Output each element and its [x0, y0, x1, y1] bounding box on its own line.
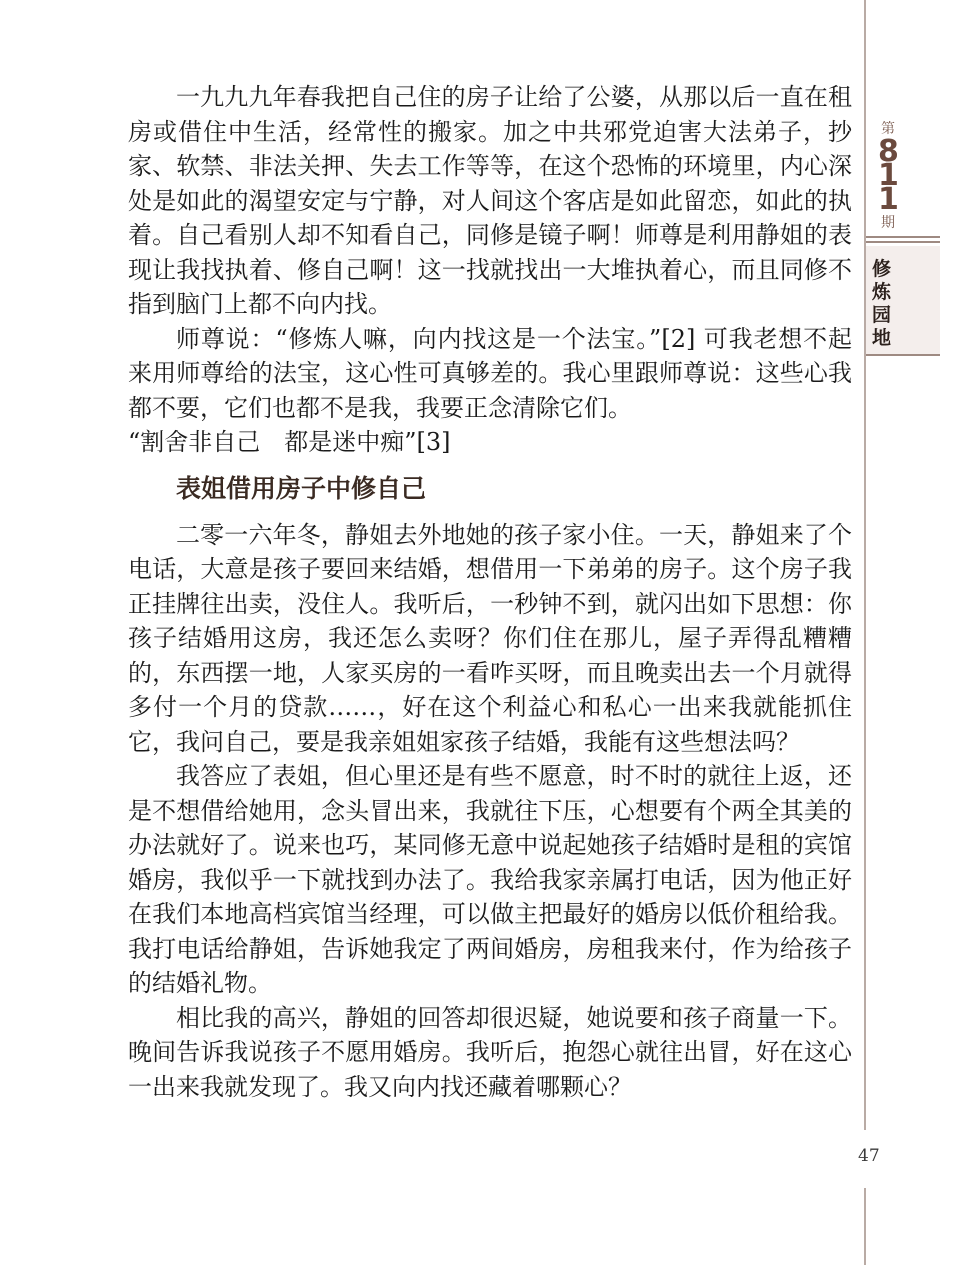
- article-body: [128, 80, 852, 1104]
- paragraph: 一九九九年春我把自己住的房子让给了公婆，从那以后一直在租房或借住中生活，经常性的搬家。加之中共邪党迫害大法弟子，抄家、软禁、非法关押、失去工作等等，在这个恐怖的环境里，内心深处是如此的渴望安定与宁静，对人间这个客店是如此留恋，如此的执着。自己看别人却不知看自己，同修是镜子啊！师尊是利用静姐的表现让我找执着、修自己啊！这一找就找出一大堆执着心，而且同修不指到脑门上都不向内找。: [128, 83, 852, 318]
- margin-rule-bottom: [864, 1188, 866, 1265]
- issue-marker: [866, 120, 910, 232]
- divider: [866, 241, 940, 243]
- divider: [866, 236, 940, 238]
- paragraph: 师尊说：“修炼人嘛，向内找这是一个法宝。”[2] 可我老想不起来用师尊给的法宝，这心性可真够差的。我心里跟师尊说：这些心我都不要，它们也都不是我，我要正念清除它们。: [128, 324, 852, 422]
- paragraph: 二零一六年冬，静姐去外地她的孩子家小住。一天，静姐来了个电话，大意是孩子要回来结婚，想借用一下弟弟的房子。这个房子我正挂牌往出卖，没住人。我听后，一秒钟不到，就闪出如下思想：你孩子结婚用这房，我还怎么卖呀？你们住在那儿，屋子弄得乱糟糟的，东西摆一地，人家买房的一看咋买呀，而且晚卖出去一个月就得多付一个月的贷款……，好在这个利益心和私心一出来我就能抓住它，我问自己，要是我亲姐姐家孩子结婚，我能有这些想法吗？: [128, 520, 852, 756]
- page-number: 47: [858, 1146, 880, 1166]
- quote-line: “割舍非自己 都是迷中痴”[3]: [128, 428, 451, 456]
- issue-number: 811: [878, 134, 899, 217]
- issue-suffix: 期: [881, 215, 895, 231]
- section-heading: 表姐借用房子中修自己: [176, 473, 427, 503]
- paragraph: 相比我的高兴，静姐的回答却很迟疑，她说要和孩子商量一下。晚间告诉我说孩子不愿用婚房。我听后，抱怨心就往出冒，好在这心一出来我就发现了。我又向内找还藏着哪颗心？: [128, 1003, 852, 1101]
- issue-prefix: 第: [881, 121, 895, 137]
- section-label: 修炼园地: [872, 258, 892, 349]
- paragraph: 我答应了表姐，但心里还是有些不愿意，时不时的就往上返，还是不想借给她用，念头冒出来，我就往下压，心想要有个两全其美的办法就好了。说来也巧，某同修无意中说起她孩子结婚时是租的宾馆婚房，我似乎一下就找到办法了。我给我家亲属打电话，因为他正好在我们本地高档宾馆当经理，可以做主把最好的婚房以低价租给我。我打电话给静姐，告诉她我定了两间婚房，房租我来付，作为给孩子的结婚礼物。: [128, 762, 852, 997]
